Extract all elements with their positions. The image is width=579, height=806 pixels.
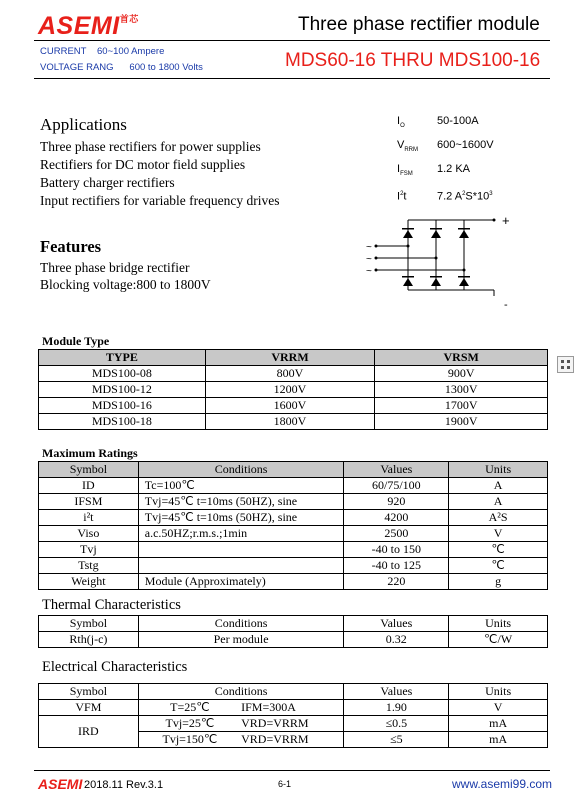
- symbol-cell: Rth(j-c): [39, 632, 139, 648]
- conditions-cell: [138, 558, 344, 574]
- feature-item: Three phase bridge rectifier: [40, 260, 190, 275]
- conditions-cell: a.c.50HZ;r.m.s.;1min: [138, 526, 344, 542]
- symbol-cell: Weight: [39, 574, 139, 590]
- column-header: Units: [449, 684, 548, 700]
- table-row: [39, 494, 548, 510]
- values-cell: 0.32: [344, 632, 449, 648]
- max-ratings-table: [38, 461, 548, 590]
- values-cell: 220: [344, 574, 449, 590]
- units-cell: V: [449, 526, 548, 542]
- vrrm-cell: 1800V: [205, 414, 375, 430]
- module-type-heading: Module Type: [42, 334, 110, 348]
- values-cell: -40 to 125: [344, 558, 449, 574]
- conditions-cell: Module (Approximately): [138, 574, 344, 590]
- voltage-line: VOLTAGE RANG 600 to 1800 Volts: [40, 62, 203, 73]
- vrrm-cell: 1600V: [205, 398, 375, 414]
- units-cell: ℃: [449, 542, 548, 558]
- table-row: [39, 366, 548, 382]
- application-item: Battery charger rectifiers: [40, 175, 175, 190]
- conditions-cell: Tc=100℃: [138, 478, 344, 494]
- values-cell: ≤0.5: [344, 716, 449, 732]
- grid-icon: [558, 357, 573, 372]
- ac-input-label: ~: [366, 266, 372, 277]
- website-link[interactable]: www.asemi99.com: [452, 777, 553, 791]
- symbol-cell: IRD: [39, 716, 139, 748]
- units-cell: g: [449, 574, 548, 590]
- current-line: CURRENT 60~100 Ampere: [40, 46, 165, 57]
- footer-logo: ASEMI: [38, 776, 83, 792]
- table-row: [39, 382, 548, 398]
- page-number: 6-1: [278, 779, 292, 789]
- header-rule: [34, 40, 550, 41]
- applications-heading: Applications: [40, 115, 127, 134]
- values-cell: 2500: [344, 526, 449, 542]
- vrrm-cell: 800V: [205, 366, 375, 382]
- asemi-logo: $ASEMI^{首芯}$: [38, 12, 139, 40]
- application-item: Input rectifiers for variable frequency drives: [40, 193, 280, 208]
- symbol-cell: Tvj: [39, 542, 139, 558]
- table-row: [39, 558, 548, 574]
- thermal-table: [38, 615, 548, 648]
- date-revision: 2018.11 Rev.3.1: [84, 779, 164, 791]
- conditions-cell: T=25℃: [138, 700, 241, 716]
- spec-vrrm: $V_{RRM}$ 600~1600V: [397, 139, 494, 154]
- vrsm-cell: 1900V: [375, 414, 548, 430]
- type-cell: MDS100-16: [39, 398, 206, 414]
- symbol-cell: Viso: [39, 526, 139, 542]
- conditions-cell: Tvj=45℃ t=10ms (50HZ), sine: [138, 510, 344, 526]
- max-ratings-heading: Maximum Ratings: [42, 446, 138, 460]
- header-rule-2: [34, 78, 550, 79]
- feature-item: Blocking voltage:800 to 1800V: [40, 277, 211, 292]
- column-header: VRSM: [375, 350, 548, 366]
- table-row: [39, 414, 548, 430]
- spec-io: $I_O$ 50-100A: [397, 115, 479, 130]
- values-cell: 60/75/100: [344, 478, 449, 494]
- spec-i2t: $I^2t$ 7.2 $A^2S*10^3$: [397, 190, 493, 203]
- conditions-cell: Per module: [138, 632, 344, 648]
- part-range: MDS60-16 THRU MDS100-16: [285, 50, 541, 71]
- symbol-cell: IFSM: [39, 494, 139, 510]
- plus-terminal-label: +: [502, 213, 510, 228]
- symbol-cell: i²t: [39, 510, 139, 526]
- logo-chinese: 首芯: [119, 14, 139, 24]
- column-header: Symbol: [39, 462, 139, 478]
- type-cell: MDS100-12: [39, 382, 206, 398]
- vrsm-cell: 1700V: [375, 398, 548, 414]
- features-heading: Features: [40, 237, 102, 256]
- values-cell: 920: [344, 494, 449, 510]
- values-cell: -40 to 150: [344, 542, 449, 558]
- values-cell: ≤5: [344, 732, 449, 748]
- conditions-cell: [138, 542, 344, 558]
- column-header: Values: [344, 462, 449, 478]
- column-header: Symbol: [39, 684, 139, 700]
- document-title: Three phase rectifier module: [298, 14, 540, 35]
- conditions-cell: VRD=VRRM: [241, 716, 344, 732]
- values-cell: 1.90: [344, 700, 449, 716]
- column-header: Conditions: [138, 684, 344, 700]
- symbol-cell: VFM: [39, 700, 139, 716]
- type-cell: MDS100-18: [39, 414, 206, 430]
- type-cell: MDS100-08: [39, 366, 206, 382]
- conditions-cell: IFM=300A: [241, 700, 344, 716]
- conditions-cell: Tvj=25℃: [138, 716, 241, 732]
- table-row: [39, 478, 548, 494]
- spec-list: [397, 112, 494, 206]
- thermal-heading: Thermal Characteristics: [42, 597, 181, 613]
- table-row: [39, 700, 548, 716]
- applications-list: [40, 138, 280, 210]
- electrical-table: [38, 683, 548, 748]
- application-item: Rectifiers for DC motor field supplies: [40, 157, 246, 172]
- column-header: Values: [344, 684, 449, 700]
- column-header: Conditions: [138, 462, 344, 478]
- values-cell: 4200: [344, 510, 449, 526]
- column-header: Symbol: [39, 616, 139, 632]
- units-cell: A: [449, 494, 548, 510]
- application-item: Three phase rectifiers for power supplies: [40, 139, 261, 154]
- table-row: [39, 542, 548, 558]
- bridge-rectifier-diagram: [362, 208, 522, 312]
- table-row: [39, 632, 548, 648]
- table-row: [39, 398, 548, 414]
- features-list: [40, 259, 211, 293]
- column-header: Units: [449, 616, 548, 632]
- column-header: VRRM: [205, 350, 375, 366]
- units-cell: mA: [449, 716, 548, 732]
- table-row: [39, 716, 548, 732]
- conditions-cell: Tvj=45℃ t=10ms (50HZ), sine: [138, 494, 344, 510]
- column-header: Values: [344, 616, 449, 632]
- units-cell: mA: [449, 732, 548, 748]
- symbol-cell: Tstg: [39, 558, 139, 574]
- module-type-table: [38, 349, 548, 430]
- column-header: Units: [449, 462, 548, 478]
- table-row: [39, 510, 548, 526]
- column-header: TYPE: [39, 350, 206, 366]
- ac-input-label: ~: [366, 254, 372, 265]
- symbol-cell: ID: [39, 478, 139, 494]
- units-cell: ℃/W: [449, 632, 548, 648]
- units-cell: ℃: [449, 558, 548, 574]
- table-row: [39, 574, 548, 590]
- minus-terminal-label: -: [504, 299, 508, 311]
- side-widget-icon[interactable]: [557, 356, 574, 373]
- footer-rule: [34, 770, 550, 771]
- conditions-cell: VRD=VRRM: [241, 732, 344, 748]
- vrsm-cell: 1300V: [375, 382, 548, 398]
- units-cell: V: [449, 700, 548, 716]
- ac-input-label: ~: [366, 242, 372, 253]
- electrical-heading: Electrical Characteristics: [42, 659, 188, 675]
- units-cell: A: [449, 478, 548, 494]
- vrrm-cell: 1200V: [205, 382, 375, 398]
- conditions-cell: Tvj=150℃: [138, 732, 241, 748]
- column-header: Conditions: [138, 616, 344, 632]
- spec-ifsm: $I_{FSM}$ 1.2 KA: [397, 163, 471, 178]
- table-row: [39, 526, 548, 542]
- vrsm-cell: 900V: [375, 366, 548, 382]
- units-cell: A²S: [449, 510, 548, 526]
